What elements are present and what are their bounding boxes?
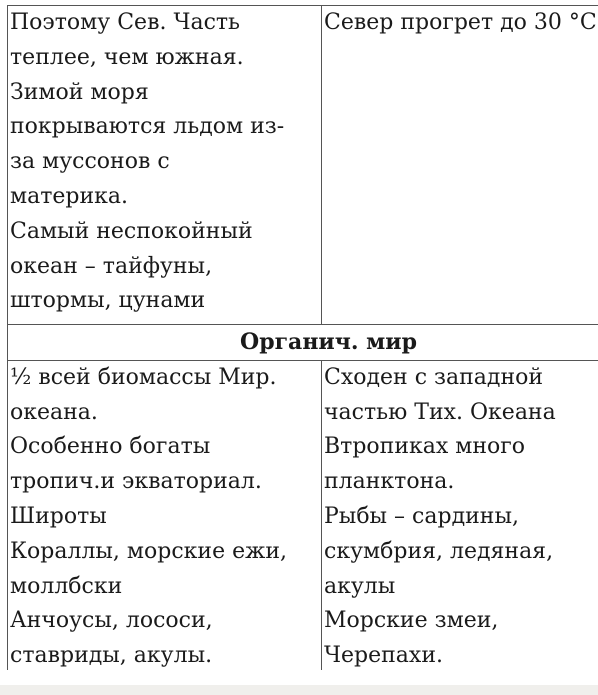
cell-text-line: акулы — [324, 573, 396, 599]
cell-text-line: материка. — [10, 183, 129, 209]
cell-text-line: океан – тайфуны, — [10, 253, 213, 279]
cell-text-line: Анчоусы, лососи, — [10, 608, 213, 634]
cell-text-line: Север прогрет до 30 °С — [324, 10, 597, 35]
cell-text-line: Кораллы, морские ежи, — [10, 538, 288, 564]
cell-text-line: планктона. — [324, 469, 455, 495]
cell-text-line: за муссонов с — [10, 149, 170, 175]
cell-text-line: океана. — [10, 399, 98, 425]
table-row — [8, 325, 598, 361]
cell-text-line: Широты — [10, 503, 107, 529]
section-header: Органич. мир — [8, 325, 598, 361]
cell-text-line: штормы, цунами — [10, 288, 206, 314]
cell-text-line: Втропиках много — [324, 434, 526, 460]
cell-text-line: Черепахи. — [324, 643, 443, 669]
comparison-table — [7, 5, 598, 670]
bottom-edge-strip — [0, 685, 598, 695]
cell-text-line: частью Тих. Океана — [324, 399, 556, 425]
cell-text-line: ставриды, акулы. — [10, 643, 213, 669]
table-row — [8, 6, 598, 325]
cell-text-line: Самый неспокойный — [10, 218, 253, 244]
cell-text-line: моллбски — [10, 573, 123, 599]
cell-text-line: Морские змеи, — [324, 608, 499, 634]
table-cell-biota-right — [322, 360, 598, 670]
cell-text-line: скумбрия, ледяная, — [324, 538, 554, 564]
cell-text-line: покрываются льдом из- — [10, 114, 285, 140]
table-cell-climate-right — [322, 6, 598, 325]
cell-text-line: Особенно богаты — [10, 434, 211, 460]
cell-text-line: тропич.и экваториал. — [10, 469, 262, 495]
table-cell-climate-left — [8, 6, 322, 325]
cell-text-line: Поэтому Сев. Часть — [10, 10, 241, 35]
table-cell-biota-left — [8, 360, 322, 670]
cell-text-line: теплее, чем южная. — [10, 44, 244, 70]
table-row — [8, 360, 598, 670]
cell-text-line: ½ всей биомассы Мир. — [10, 364, 277, 390]
cell-text-line: Рыбы – сардины, — [324, 503, 519, 529]
cell-text-line: Зимой моря — [10, 79, 149, 105]
cell-text-line: Сходен с западной — [324, 364, 544, 390]
